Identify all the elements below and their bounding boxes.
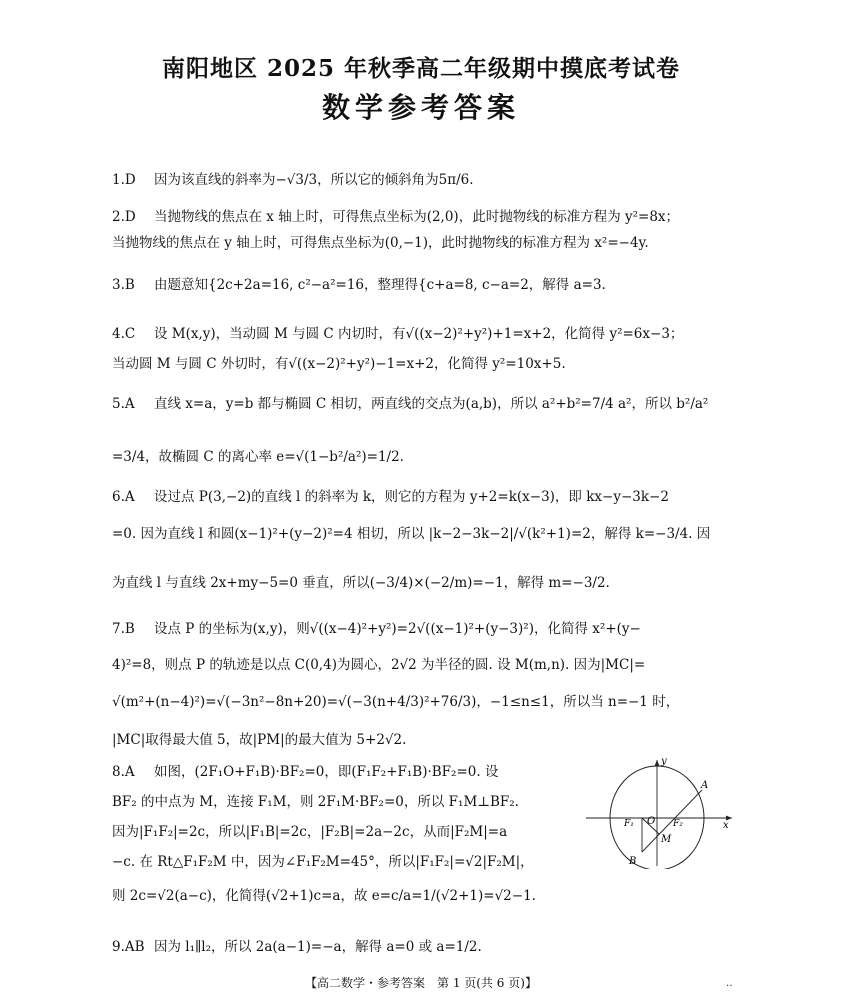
answer-9-line-1 [112, 935, 482, 955]
answer-number: 1.D [112, 172, 136, 188]
answer-number: 8.A [112, 764, 135, 780]
label-o: O [647, 816, 656, 827]
answer-8-line-2 [112, 790, 519, 810]
corner-mark: ‥ [726, 978, 733, 989]
answer-number: 6.A [112, 489, 135, 505]
answer-text: |MC|取得最大值 5，故|PM|的最大值为 5+2√2. [112, 732, 407, 748]
answer-6-line-3 [112, 571, 610, 591]
label-b: B [629, 856, 637, 867]
answer-text: 4)²=8，则点 P 的轨迹是以点 C(0,4)为圆心，2√2 为半径的圆. 设 M(m,n). 因为|MC|= [112, 657, 646, 673]
y-axis-arrow [655, 760, 660, 766]
answer-text: √(m²+(n−4)²)=√(−3n²−8n+20)=√(−3(n+4/3)²+76/3)，−1≤n≤1，所以当 n=−1 时， [112, 694, 680, 710]
answer-3-line-1 [112, 273, 606, 293]
exam-title: 南阳地区 2025 年秋季高二年级期中摸底考试卷 [161, 55, 681, 82]
answer-number: 5.A [112, 396, 135, 412]
answer-6-line-2 [112, 522, 710, 542]
answer-7-line-2 [112, 653, 645, 673]
answer-1-line-1 [112, 168, 474, 188]
answer-5-line-2 [112, 445, 404, 465]
answer-2-line-1 [112, 205, 679, 225]
answer-8-line-4 [112, 850, 534, 870]
answer-8-line-3 [112, 820, 507, 840]
answer-6-line-1 [112, 485, 669, 505]
answer-number: 3.B [112, 277, 135, 293]
label-x: x [723, 820, 729, 831]
answer-text: 当抛物线的焦点在 y 轴上时，可得焦点坐标为(0,−1)，此时抛物线的标准方程为 x²=−4y. [112, 235, 649, 251]
answer-8-line-5 [112, 884, 536, 904]
answer-7-line-3 [112, 690, 679, 710]
answer-text: 当动圆 M 与圆 C 外切时，有√((x−2)²+y²)−1=x+2，化简得 y²=10x+5. [112, 356, 566, 372]
answer-2-line-2 [112, 231, 649, 251]
answer-text: 为直线 l 与直线 2x+my−5=0 垂直，所以(−3/4)×(−2/m)=−1，解得 m=−3/2. [112, 575, 610, 591]
answer-text: 如图，(2F₁O+F₁B)·BF₂=0，即(F₁F₂+F₁B)·BF₂=0. 设 [154, 764, 499, 780]
answer-7-line-1 [112, 617, 641, 637]
answer-text: −c. 在 Rt△F₁F₂M 中，因为∠F₁F₂M=45°，所以|F₁F₂|=√2|F₂M|， [112, 854, 534, 870]
label-a: A [701, 780, 709, 791]
label-f2: F₂ [673, 819, 683, 829]
answer-text: 设 M(x,y)，当动圆 M 与圆 C 内切时，有√((x−2)²+y²)+1=x+2，化简得 y²=6x−3； [154, 326, 684, 342]
answer-text: 设点 P 的坐标为(x,y)，则√((x−4)²+y²)=2√((x−1)²+(y−3)²)，化简得 x²+(y− [154, 621, 641, 637]
answer-text: 设过点 P(3,−2)的直线 l 的斜率为 k，则它的方程为 y+2=k(x−3)，即 kx−y−3k−2 [154, 489, 669, 505]
answer-number: 9.AB [112, 939, 145, 955]
answer-8-line-1 [112, 760, 498, 780]
answer-title: 数学参考答案 [321, 91, 520, 124]
label-y: y [661, 756, 667, 767]
answer-text: 直线 x=a，y=b 都与椭圆 C 相切，两直线的交点为(a,b)，所以 a²+b²=7/4 a²，所以 b²/a² [154, 396, 709, 412]
ellipse-figure [586, 754, 736, 869]
answer-number: 4.C [112, 326, 136, 342]
label-f1: F₁ [624, 819, 634, 829]
answer-text: 因为该直线的斜率为−√3/3，所以它的倾斜角为5π/6. [154, 172, 474, 188]
answer-number: 7.B [112, 621, 135, 637]
answer-4-line-1 [112, 322, 683, 342]
page-footer: 【高二数学・参考答案 第 1 页(共 6 页)】 [305, 976, 537, 990]
label-m: M [661, 834, 672, 845]
answer-text: 则 2c=√2(a−c)，化简得(√2+1)c=a，故 e=c/a=1/(√2+1)=√2−1. [112, 888, 536, 904]
answer-text: 因为|F₁F₂|=2c，所以|F₁B|=2c，|F₂B|=2a−2c，从而|F₂M|=a [112, 824, 508, 840]
answer-5-line-1 [112, 392, 708, 412]
answer-text: =0. 因为直线 l 和圆(x−1)²+(y−2)²=4 相切，所以 |k−2−3k−2|/√(k²+1)=2，解得 k=−3/4. 因 [112, 526, 711, 542]
answer-text: =3/4，故椭圆 C 的离心率 e=√(1−b²/a²)=1/2. [112, 449, 404, 465]
answer-text: 当抛物线的焦点在 x 轴上时，可得焦点坐标为(2,0)，此时抛物线的标准方程为 y²=8x； [154, 209, 680, 225]
answer-text: BF₂ 的中点为 M，连接 F₁M，则 2F₁M·BF₂=0，所以 F₁M⊥BF₂. [112, 794, 519, 810]
answer-number: 2.D [112, 209, 136, 225]
answer-text: 因为 l₁∥l₂，所以 2a(a−1)=−a，解得 a=0 或 a=1/2. [154, 939, 482, 955]
answer-text: 由题意知{2c+2a=16, c²−a²=16，整理得{c+a=8, c−a=2，解得 a=3. [154, 277, 606, 293]
answer-4-line-2 [112, 352, 566, 372]
answer-7-line-4 [112, 728, 406, 748]
